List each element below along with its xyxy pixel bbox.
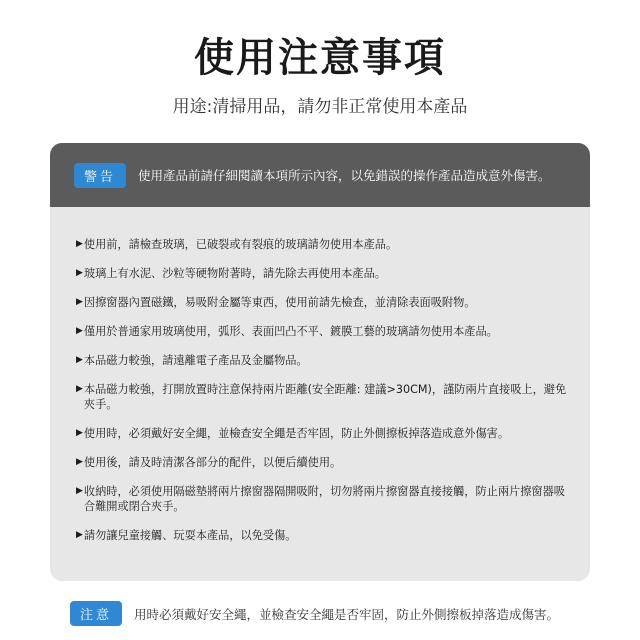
list-item-text: 因擦窗器內置磁鐵，易吸附金屬等東西，使用前請先檢查，並清除表面吸附物。: [83, 296, 476, 309]
notice-bar: [70, 601, 610, 626]
list-item-text: 收納時，必須使用隔磁墊將兩片擦窗器隔開吸附，切勿將兩片擦窗器直接接觸，防止兩片擦窗器吸合難開或閉合夾手。: [83, 485, 565, 513]
list-item: [76, 295, 572, 310]
list-item: [76, 324, 572, 339]
list-item-text: 使用時，必須戴好安全繩，並檢查安全繩是否牢固，防止外側擦板掉落造成意外傷害。: [83, 427, 510, 440]
list-item-text: 本品磁力較強，打開放置時注意保持兩片距離(安全距離: 建議>30CM)，謹防兩片直接吸上，避免夾手。: [83, 383, 567, 411]
bullet-arrow-icon: ▶: [76, 457, 83, 467]
list-item: [76, 237, 572, 252]
bullet-arrow-icon: ▶: [76, 239, 83, 249]
list-item: [76, 353, 572, 368]
bullet-arrow-icon: ▶: [76, 530, 83, 540]
precautions-card: [50, 143, 590, 581]
page-subtitle: 用途:清掃用品，請勿非正常使用本產品: [172, 97, 468, 117]
list-item-text: 使用後，請及時清潔各部分的配件，以便后續使用。: [83, 456, 342, 469]
list-item: [76, 426, 572, 441]
list-item-text: 本品磁力較強，請遠離電子產品及金屬物品。: [83, 354, 308, 367]
notice-text: 用時必須戴好安全繩，並檢查安全繩是否牢固，防止外側擦板掉落造成傷害。: [134, 606, 560, 622]
bullet-arrow-icon: ▶: [76, 355, 83, 365]
bullet-arrow-icon: ▶: [76, 268, 83, 278]
list-item: [76, 528, 572, 543]
list-item-text: 使用前，請檢查玻璃，已破裂或有裂痕的玻璃請勿使用本產品。: [83, 238, 398, 251]
list-item: [76, 484, 572, 514]
list-item-text: 請勿讓兒童接觸、玩耍本產品，以免受傷。: [83, 529, 297, 542]
warning-text: 使用產品前請仔細閱讀本項所示內容，以免錯誤的操作產品造成意外傷害。: [138, 168, 551, 183]
warning-badge: 警告: [74, 163, 126, 188]
notice-badge: 注意: [70, 601, 122, 626]
list-item-text: 僅用於普通家用玻璃使用，弧形、表面凹凸不平、鍍膜工藝的玻璃請勿使用本產品。: [83, 325, 498, 338]
list-item: [76, 266, 572, 281]
warning-header: [50, 143, 590, 207]
bullet-arrow-icon: ▶: [76, 384, 83, 394]
page-title: 使用注意事項: [194, 35, 446, 81]
list-item-text: 玻璃上有水泥、沙粒等硬物附著時，請先除去再使用本產品。: [83, 267, 386, 280]
list-item: [76, 455, 572, 470]
precautions-list: [50, 207, 590, 543]
bullet-arrow-icon: ▶: [76, 428, 83, 438]
bullet-arrow-icon: ▶: [76, 326, 83, 336]
bullet-arrow-icon: ▶: [76, 297, 83, 307]
list-item: [76, 382, 572, 412]
bullet-arrow-icon: ▶: [76, 486, 83, 496]
